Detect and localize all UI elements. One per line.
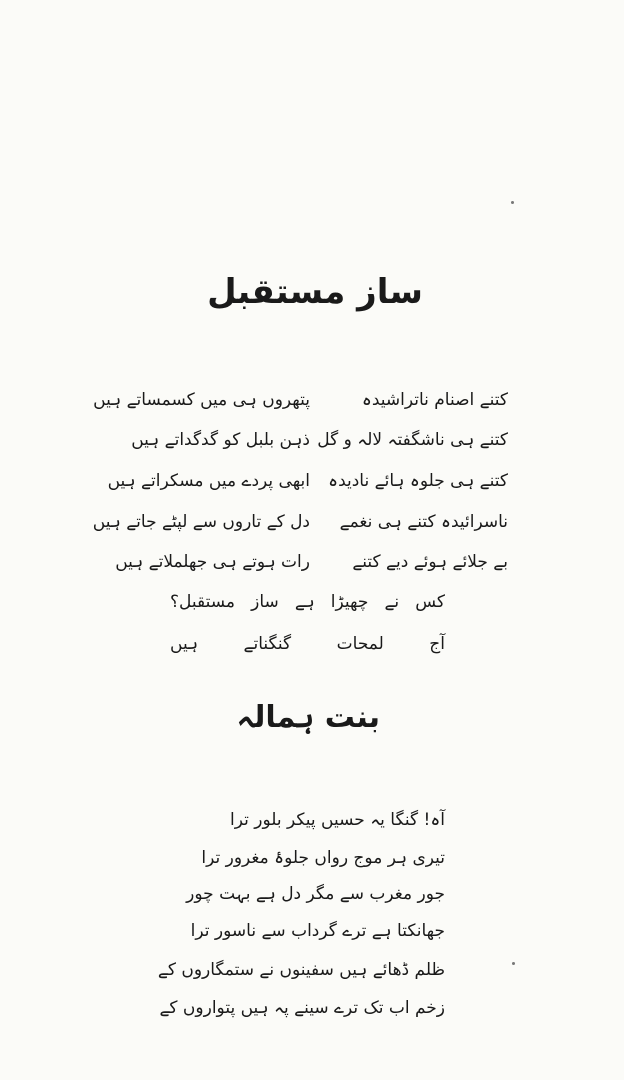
closing-line-1: کس نے چھیڑا ہے ساز مستقبل؟ (170, 592, 445, 612)
verse-2-first-hemistich: کتنے ہی ناشگفتہ لالہ و گل (317, 430, 508, 450)
poem2-line-1: آہ! گنگا یہ حسیں پیکر بلور ترا (230, 810, 445, 830)
poem2-line-2: تیری ہر موج رواں جلوۂ مغرور ترا (201, 848, 445, 868)
poem2-line-3: جور مغرب سے مگر دل ہے بہت چور (186, 884, 445, 904)
verse-2-second-hemistich: ذہن بلبل کو گدگداتے ہیں (131, 430, 310, 450)
verse-1-first-hemistich: کتنے اصنام ناتراشیدہ (361, 390, 508, 410)
scan-speck (512, 962, 515, 965)
verse-5-first-hemistich: بے جلائے ہوئے دیے کتنے (352, 552, 508, 572)
poem2-line-5: ظلم ڈھائے ہیں سفینوں نے ستمگاروں کے (157, 960, 445, 980)
verse-1-second-hemistich: پتھروں ہی میں کسمساتے ہیں (93, 390, 310, 410)
closing-line-2: آج لمحات گنگناتے ہیں (170, 634, 445, 654)
poem2-line-6: زخم اب تک ترے سینے پہ ہیں پتواروں کے (159, 998, 445, 1018)
scan-speck (511, 201, 514, 204)
poem2-line-4: جھانکتا ہے ترے گرداب سے ناسور ترا (190, 921, 445, 941)
poem-title-saaz-e-mustaqbil: ساز مستقبل (207, 272, 423, 312)
verse-3-second-hemistich: ابھی پردے میں مسکراتے ہیں (107, 471, 310, 491)
verse-5-second-hemistich: رات ہوتے ہی جھلملاتے ہیں (115, 552, 310, 572)
verse-4-second-hemistich: دل کے تاروں سے لپٹے جاتے ہیں (92, 512, 310, 532)
verse-4-first-hemistich: ناسرائیدہ کتنے ہی نغمے (339, 512, 508, 532)
poem-title-bint-e-himala: بنت ہمالہ (236, 700, 380, 735)
verse-3-first-hemistich: کتنے ہی جلوہ ہائے نادیدہ (328, 471, 508, 491)
